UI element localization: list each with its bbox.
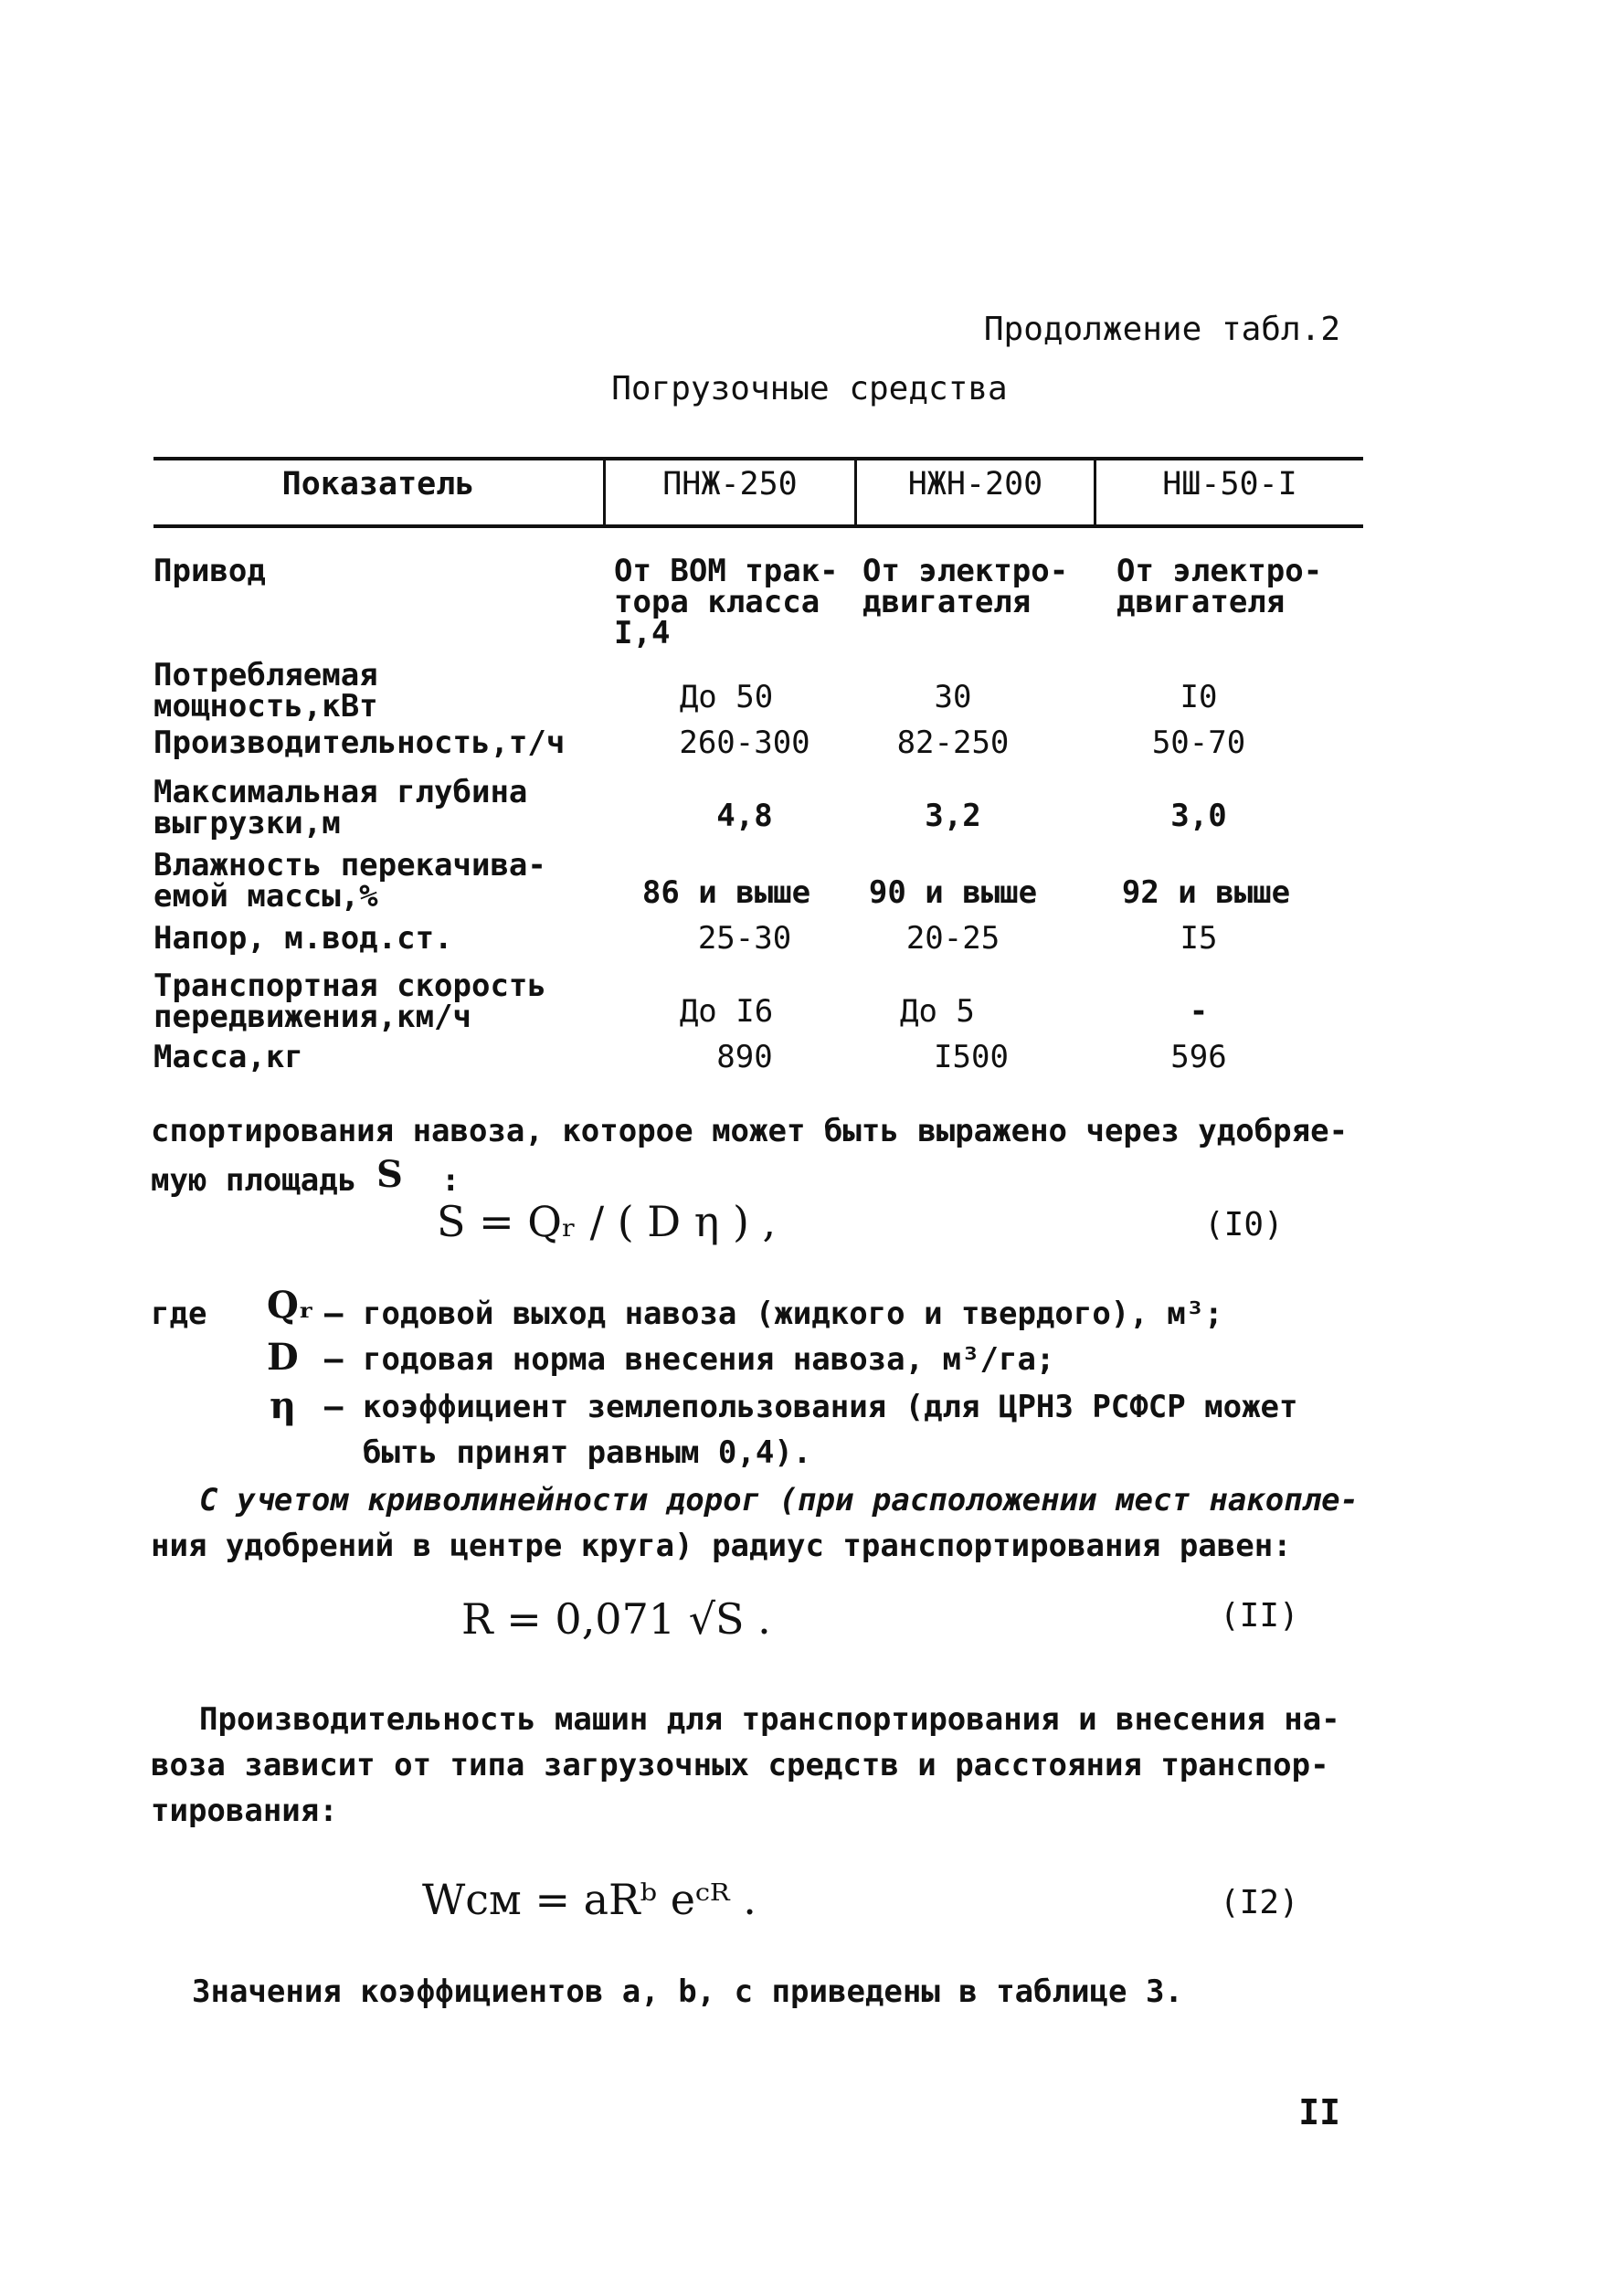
- table-header-col2: НЖН-200: [907, 466, 1043, 503]
- table-cell: 90 и выше: [868, 874, 1038, 911]
- table-cell: 20-25: [905, 920, 1000, 957]
- table-header-indicator: Показатель: [281, 466, 475, 503]
- table-row-indicator: Максимальная глубина выгрузки,м: [153, 774, 528, 841]
- equation-12: Wсм = aRᵇ eᶜᴿ .: [422, 1875, 757, 1924]
- table-cell: От электро- двигателя: [1116, 553, 1323, 620]
- paragraph-line: мую площадь: [151, 1162, 357, 1199]
- table-header-col1: ПНЖ-250: [662, 466, 798, 503]
- continuation-label: Продолжение табл.2: [983, 311, 1340, 348]
- table-row-indicator: Потребляемая мощность,кВт: [153, 657, 378, 725]
- symbol-eta: η: [270, 1384, 297, 1427]
- table-cell: 82-250: [896, 725, 1010, 761]
- table-cell: 260-300: [679, 725, 810, 761]
- table-cell: От ВОМ трак- тора класса I,4: [614, 553, 839, 651]
- table-cell: До 5: [900, 993, 975, 1030]
- symbol-D: D: [267, 1336, 299, 1379]
- table-row-indicator: Напор, м.вод.ст.: [153, 920, 453, 957]
- table-cell: I5: [1180, 920, 1218, 957]
- table-cell: 92 и выше: [1121, 874, 1291, 911]
- where-label: где: [151, 1296, 207, 1332]
- def-dash: –: [324, 1389, 344, 1425]
- equation-10-number: (I0): [1204, 1206, 1284, 1243]
- definition-text: коэффициент землепользования (для ЦРНЗ РСФСР может: [363, 1389, 1298, 1425]
- table-cell: 4,8: [716, 798, 773, 834]
- table-cell: 25-30: [697, 920, 792, 957]
- table-title: Погрузочные средства: [611, 370, 1008, 407]
- table-cell: До I6: [679, 993, 774, 1030]
- paragraph-line: воза зависит от типа загрузочных средств и расстояния транспор-: [151, 1747, 1329, 1783]
- table-row-indicator: Производительность,т/ч: [153, 725, 566, 761]
- table-cell: I500: [934, 1039, 1009, 1075]
- table-row-indicator: Транспортная скорость передвижения,км/ч: [153, 968, 546, 1035]
- table-row-indicator: Масса,кг: [153, 1039, 303, 1075]
- table-cell: I0: [1180, 679, 1218, 715]
- paragraph-line: спортирования навоза, которое может быть выражено через удобряе-: [151, 1113, 1349, 1149]
- table-header-col3: НШ-50-I: [1162, 466, 1297, 503]
- table-cell: 86 и выше: [641, 874, 811, 911]
- table-cell: От электро- двигателя: [862, 553, 1069, 620]
- table-header-rule: [153, 524, 1363, 528]
- table-cell: -: [1189, 993, 1209, 1030]
- table-cell: 890: [716, 1039, 773, 1075]
- equation-11: R = 0,071 √S .: [461, 1594, 771, 1644]
- colon: :: [441, 1162, 460, 1199]
- table-cell: 596: [1170, 1039, 1227, 1075]
- paragraph-line: ния удобрений в центре круга) радиус транспортирования равен:: [151, 1528, 1292, 1564]
- def-dash: –: [324, 1341, 344, 1378]
- definition-text: годовая норма внесения навоза, м³/га;: [363, 1341, 1055, 1378]
- paragraph-line: Производительность машин для транспортирования и внесения на-: [199, 1701, 1340, 1738]
- symbol-S: S: [376, 1153, 403, 1196]
- table-cell: 30: [934, 679, 972, 715]
- table-row-indicator: Привод: [153, 553, 266, 589]
- paragraph-line: тирования:: [151, 1793, 338, 1829]
- def-dash: –: [324, 1296, 344, 1332]
- definition-text-continued: быть принят равным 0,4).: [363, 1434, 812, 1471]
- page-number: II: [1298, 2092, 1340, 2132]
- paragraph-line: С учетом криволинейности дорог (при расположении мест накопле-: [199, 1482, 1360, 1518]
- symbol-Qr: Qᵣ: [267, 1284, 314, 1327]
- equation-10: S = Qᵣ / ( D η ) ,: [437, 1197, 777, 1246]
- table-cell: 3,0: [1170, 798, 1227, 834]
- table-top-rule: [153, 457, 1363, 460]
- definition-text: годовой выход навоза (жидкого и твердого), м³;: [363, 1296, 1223, 1332]
- equation-11-number: (II): [1220, 1597, 1299, 1635]
- paragraph-line: Значения коэффициентов a, b, c приведены в таблице 3.: [192, 1973, 1183, 2010]
- table-cell: 3,2: [925, 798, 981, 834]
- table-cell: До 50: [679, 679, 774, 715]
- table-cell: 50-70: [1151, 725, 1246, 761]
- table-row-indicator: Влажность перекачива- емой массы,%: [153, 847, 546, 915]
- equation-12-number: (I2): [1220, 1884, 1299, 1921]
